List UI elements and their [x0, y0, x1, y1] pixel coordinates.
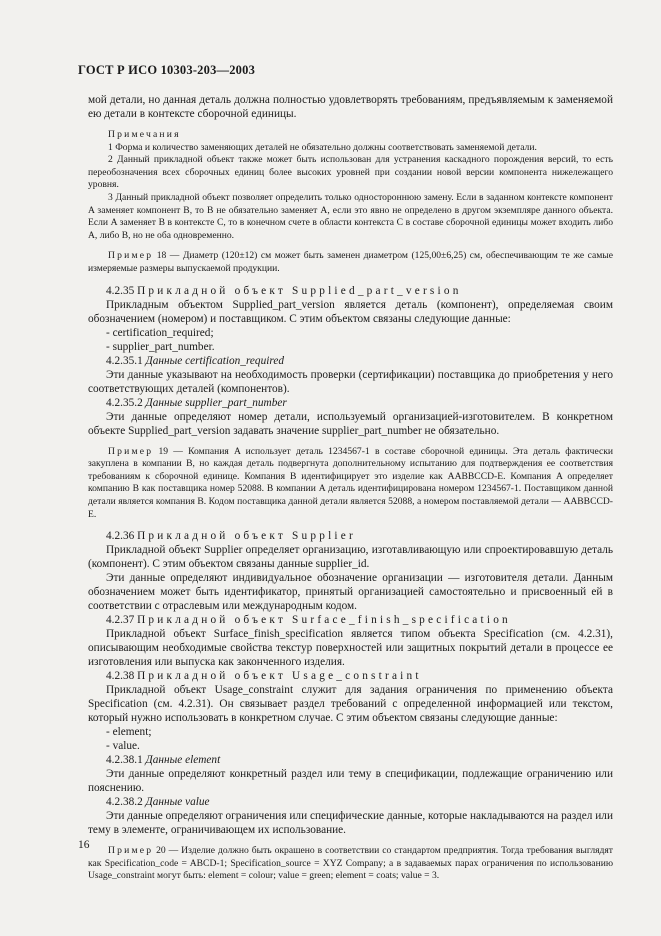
note-2: 2 Данный прикладной объект также может быть использован для устранения каскадного порождения версий, то есть переобозначения всех сборочных единиц более высоких уровней при создании новой версии компонента нижележащего уровня. — [88, 154, 613, 191]
list-item: - supplier_part_number. — [106, 340, 215, 353]
subsection-heading-4-2-38-2: 4.2.38.2 Данные value — [106, 796, 210, 809]
subsection-4-2-38-2-text: Эти данные определяют ограничения или специфические данные, которые накладываются на раздел или тему в элементе, ограничивающем их использование. — [88, 810, 613, 837]
section-4-2-36-paragraph-2: Эти данные определяют индивидуальное обозначение организации — изготовителя детали. Данным обозначением может быть идентификатор, принятый организацией самостоятельно и присвоенный ей в соответствии с отраслевым или международным кодом. — [88, 572, 613, 613]
section-heading-4-2-35: 4.2.35 Прикладной объект Supplied_part_version — [106, 284, 462, 297]
notes-title: Примечания — [108, 129, 181, 140]
subsection-4-2-38-1-text: Эти данные определяют конкретный раздел или тему в спецификации, подлежащие ограничению или пояснению. — [88, 768, 613, 795]
subsection-heading-4-2-35-2: 4.2.35.2 Данные supplier_part_number — [106, 396, 287, 409]
subsection-4-2-35-1-text: Эти данные указывают на необходимость проверки (сертификации) поставщика до приобретения у него соответствующих деталей (компонентов). — [88, 368, 613, 395]
section-heading-4-2-38: 4.2.38 Прикладной объект Usage_constraint — [106, 670, 422, 683]
list-item: - element; — [106, 726, 152, 739]
section-4-2-35-paragraph: Прикладным объектом Supplied_part_version является деталь (компонент), определяемая своим обозначением (номером) и поставщиком. С этим объектом связаны следующие данные: — [88, 298, 613, 325]
example-label: Пример — [108, 845, 154, 857]
subsection-heading-4-2-35-1: 4.2.35.1 Данные certification_required — [106, 354, 285, 367]
section-4-2-36-paragraph-1: Прикладной объект Supplier определяет организацию, изготавливающую или спроектировавшую деталь (компонент). С этим объектом связаны данные supplier_id. — [88, 544, 613, 571]
section-4-2-38-paragraph: Прикладной объект Usage_constraint служит для задания ограничения по применению объекта Specification (см. 4.2.31). Он связывает раздел требований с определенной информацией или текстом, который нужно использовать в конкретном случае. С этим объектом связаны следующие данные: — [88, 684, 613, 725]
section-heading-4-2-36: 4.2.36 Прикладной объект Supplier — [106, 530, 356, 543]
example-label: Пример — [108, 250, 154, 262]
page-header: ГОСТ Р ИСО 10303-203—2003 — [78, 63, 256, 77]
section-heading-4-2-37: 4.2.37 Прикладной объект Surface_finish_specification — [106, 614, 511, 627]
page-content — [88, 93, 613, 883]
note-3: 3 Данный прикладной объект позволяет определить только одностороннюю замену. Если в заданном контексте компонент A заменяет компонент B, то B не обязательно заменяет A, если это явно не определено в другом экземпляре данного объекта. Если A заменяет B в контексте C, то в конечном счете в области контекста C в составе сборочной единицы может входить либо A, либо B, но не оба одновременно. — [88, 191, 613, 241]
subsection-4-2-35-2-text: Эти данные определяют номер детали, используемый организацией-изготовителем. В конкретном объекте Supplied_part_version задавать значение supplier_part_number не обязательно. — [88, 410, 613, 437]
subsection-heading-4-2-38-1: 4.2.38.1 Данные element — [106, 754, 221, 767]
list-item: - value. — [106, 740, 140, 753]
example-label: Пример — [108, 445, 154, 457]
page-number: 16 — [78, 839, 90, 851]
list-item: - certification_required; — [106, 326, 214, 339]
example-19: Пример 19 — Компания A использует деталь 1234567-1 в составе сборочной единицы. Эта деталь фактически закуплена в компании B, но каждая деталь подвергнута дополнительному испытанию для подтверждения ее соответствия требованиям к сборочной единице. Компания B идентифицирует это изделие как AABBCCD-E. Компания A определяет компанию B как поставщика номер 52088. В компании A деталь идентифицирована номером 1234567-1. Поставщиком данной детали является компания B. Кодом поставщика данной детали является 52088, а номером поставляемой детали — AABBCCD-E. — [88, 445, 614, 520]
note-1: 1 Форма и количество заменяющих деталей не обязательно должны соответствовать заменяемой детали. — [108, 141, 537, 153]
intro-paragraph: мой детали, но данная деталь должна полностью удовлетворять требованиям, предъявляемым к заменяемой ею детали в контексте сборочной единицы. — [88, 94, 613, 120]
example-18: Пример 18 — Диаметр (120±12) см может быть заменен диаметром (125,00±6,25) см, обеспечивающим те же самые измеряемые размеры выпускаемой продукции. — [88, 250, 613, 274]
section-4-2-37-paragraph: Прикладной объект Surface_finish_specification является типом объекта Specification (см. 4.2.31), описывающим необходимые свойства текстур поверхностей или защитных покрытий детали в процессе ее изготовления или выпуска как законченного изделия. — [88, 628, 613, 669]
example-20: Пример 20 — Изделие должно быть окрашено в соответствии со стандартом предприятия. Тогда требования выглядят как Specification_code = ABCD-1; Specification_source = XYZ Company; а в задаваемых парах ограничения по использованию Usage_constraint могут быть: element = colour; value = green; element = coats; value = 3. — [88, 845, 614, 882]
